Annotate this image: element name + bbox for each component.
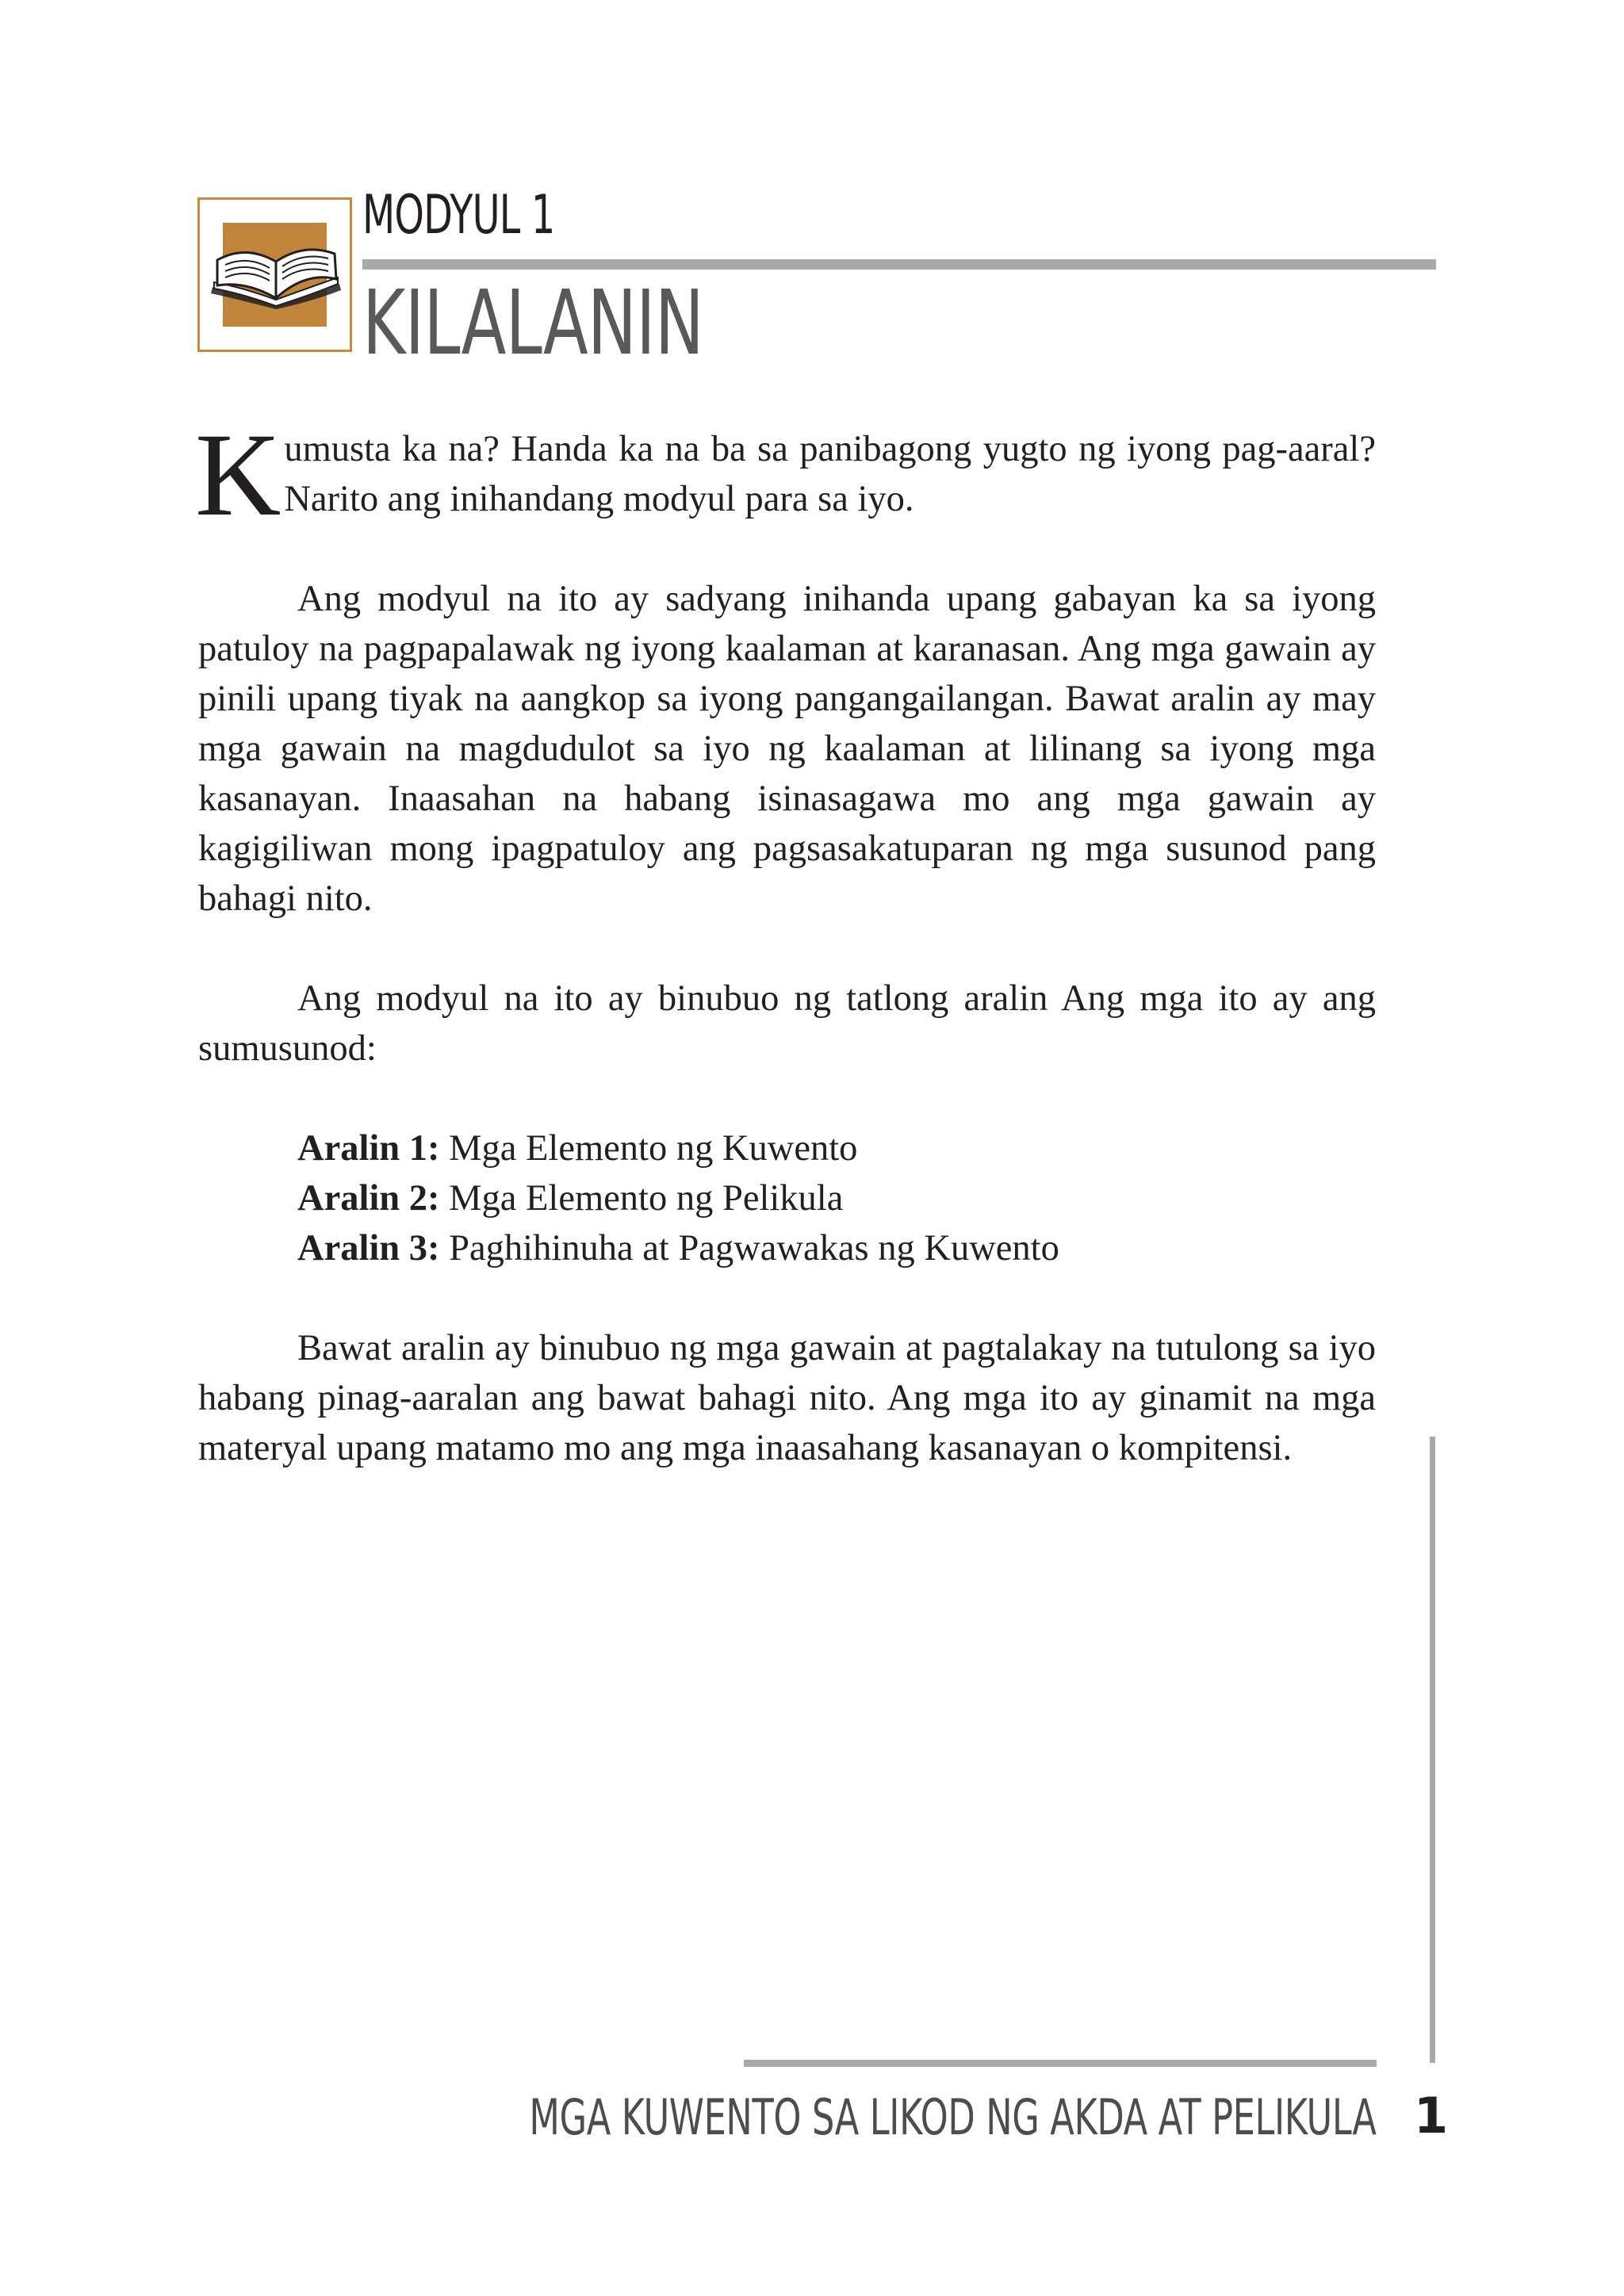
side-rule	[1430, 1437, 1435, 2063]
footer-rule	[744, 2060, 1377, 2067]
module-label: MODYUL 1	[362, 184, 555, 247]
lesson-title: Paghihinuha at Pagwawakas ng Kuwento	[449, 1228, 1059, 1269]
lesson-title: Mga Elemento ng Kuwento	[449, 1128, 858, 1169]
paragraph-1: Ang modyul na ito ay sadyang inihanda upang gabayan ka sa iyong patuloy na pagpapalawak ng iyong kaalaman at karanasan. Ang mga gawain ay pinili upang tiyak na aangkop sa iyong pangangailangan. Bawat aralin ay may mga gawain na magdudulot sa iyo ng kaalaman at lilinang sa iyong mga kasanayan. Inaasahan na habang isinasagawa mo ang mga gawain ay kagigiliwan mong ipagpatuloy ang pagsasakatuparan ng mga susunod pang bahagi nito.	[198, 579, 1376, 919]
lesson-label: Aralin 2:	[297, 1178, 440, 1219]
page-number: 1	[1414, 2087, 1449, 2145]
footer-title: MGA KUWENTO SA LIKOD NG AKDA AT PELIKULA	[529, 2088, 1377, 2146]
paragraph-3: Bawat aralin ay binubuo ng mga gawain at pagtalakay na tutulong sa iyo habang pinag-aaralan ang bawat bahagi nito. Ang mga ito ay ginamit na mga materyal upang matamo mo ang mga inaasahang kasanayan o kompitensi.	[198, 1328, 1376, 1468]
intro-text: umusta ka na? Handa ka na ba sa panibagong yugto ng iyong pag-aaral? Narito ang inihandang modyul para sa iyo.	[284, 429, 1376, 519]
lesson-label: Aralin 3:	[297, 1228, 440, 1269]
lesson-label: Aralin 1:	[297, 1128, 440, 1169]
lesson-item	[297, 1223, 1376, 1273]
module-title: KILALANIN	[362, 272, 704, 375]
lesson-title: Mga Elemento ng Pelikula	[449, 1178, 844, 1219]
header-rule	[362, 259, 1436, 270]
paragraph-2: Ang modyul na ito ay binubuo ng tatlong aralin Ang mga ito ay ang sumusunod:	[198, 978, 1376, 1069]
open-book-icon	[208, 238, 344, 309]
lesson-item	[297, 1173, 1376, 1223]
intro-paragraph	[195, 409, 1376, 541]
module-icon-frame	[197, 197, 352, 352]
body-text	[195, 409, 1376, 1473]
lesson-list	[297, 1123, 1376, 1273]
lesson-item	[297, 1123, 1376, 1173]
drop-cap: K	[195, 409, 282, 541]
